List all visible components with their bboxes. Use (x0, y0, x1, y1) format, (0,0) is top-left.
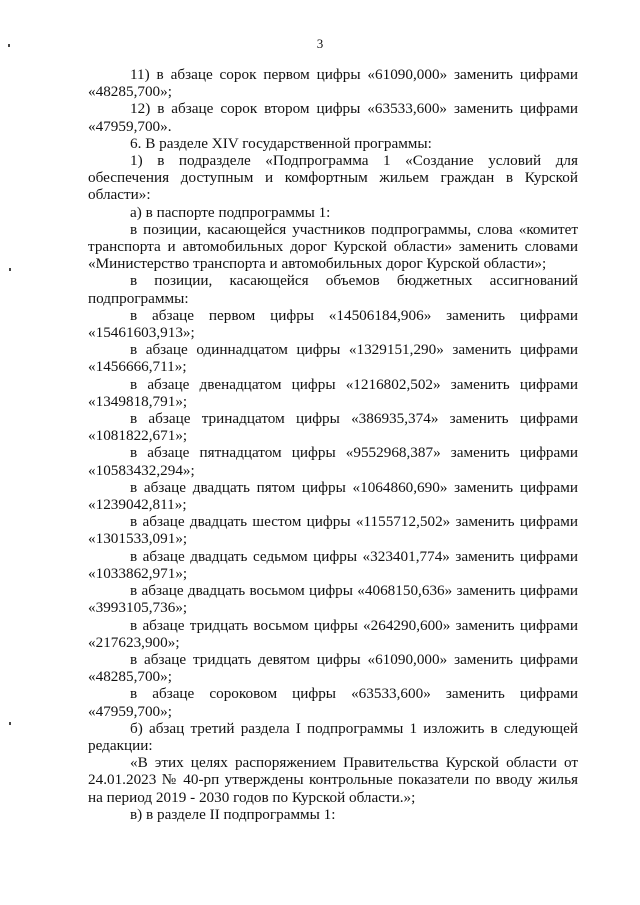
paragraph-11: в абзаце тринадцатом цифры «386935,374» заменить цифрами «1081822,671»; (88, 410, 578, 445)
paragraph-9: в абзаце одиннадцатом цифры «1329151,290» заменить цифрами «1456666,711»; (88, 341, 578, 376)
paragraph-19: в абзаце сороковом цифры «63533,600» заменить цифрами «47959,700»; (88, 685, 578, 720)
paragraph-6: в позиции, касающейся участников подпрограммы, слова «комитет транспорта и автомобильных дорог Курской области» заменить словами «Министерство транспорта и автомобильных дорог Курской области»; (88, 220, 578, 273)
page-number: 3 (316, 36, 324, 51)
paragraph-22: в) в разделе II подпрограммы 1: (130, 805, 336, 823)
paragraph-16: в абзаце двадцать восьмом цифры «4068150,636» заменить цифрами «3993105,736»; (88, 582, 578, 617)
paragraph-8: в абзаце первом цифры «14506184,906» заменить цифрами «15461603,913»; (88, 306, 578, 342)
scan-mark (9, 722, 11, 725)
paragraph-13: в абзаце двадцать пятом цифры «1064860,690» заменить цифрами «1239042,811»; (88, 478, 578, 514)
scan-mark (8, 44, 10, 47)
paragraph-7: в позиции, касающейся объемов бюджетных ассигнований подпрограммы: (88, 272, 578, 307)
paragraph-15: в абзаце двадцать седьмом цифры «323401,774» заменить цифрами «1033862,971»; (88, 547, 578, 582)
scan-mark (9, 268, 11, 271)
paragraph-5: а) в паспорте подпрограммы 1: (130, 203, 331, 221)
paragraph-4: 1) в подразделе «Подпрограмма 1 «Создание условий для обеспечения доступным и комфортным жильем граждан в Курской области»: (88, 152, 578, 204)
paragraph-12: в абзаце пятнадцатом цифры «9552968,387» заменить цифрами «10583432,294»; (88, 444, 578, 479)
paragraph-1: 11) в абзаце сорок первом цифры «61090,000» заменить цифрами «48285,700»; (88, 66, 578, 101)
paragraph-18: в абзаце тридцать девятом цифры «61090,000» заменить цифрами «48285,700»; (88, 650, 578, 686)
paragraph-17: в абзаце тридцать восьмом цифры «264290,600» заменить цифрами «217623,900»; (88, 616, 578, 651)
paragraph-10: в абзаце двенадцатом цифры «1216802,502» заменить цифрами «1349818,791»; (88, 375, 578, 410)
paragraph-14: в абзаце двадцать шестом цифры «1155712,502» заменить цифрами «1301533,091»; (88, 513, 578, 548)
paragraph-20: б) абзац третий раздела I подпрограммы 1 изложить в следующей редакции: (88, 719, 578, 754)
paragraph-3: 6. В разделе XIV государственной программы: (130, 134, 432, 152)
paragraph-21: «В этих целях распоряжением Правительства Курской области от 24.01.2023 № 40-рп утверждены контрольные показатели по вводу жилья на период 2019 - 2030 годов по Курской области.»; (88, 754, 578, 806)
document-body (88, 66, 578, 823)
paragraph-2: 12) в абзаце сорок втором цифры «63533,600» заменить цифрами «47959,700». (88, 100, 578, 135)
